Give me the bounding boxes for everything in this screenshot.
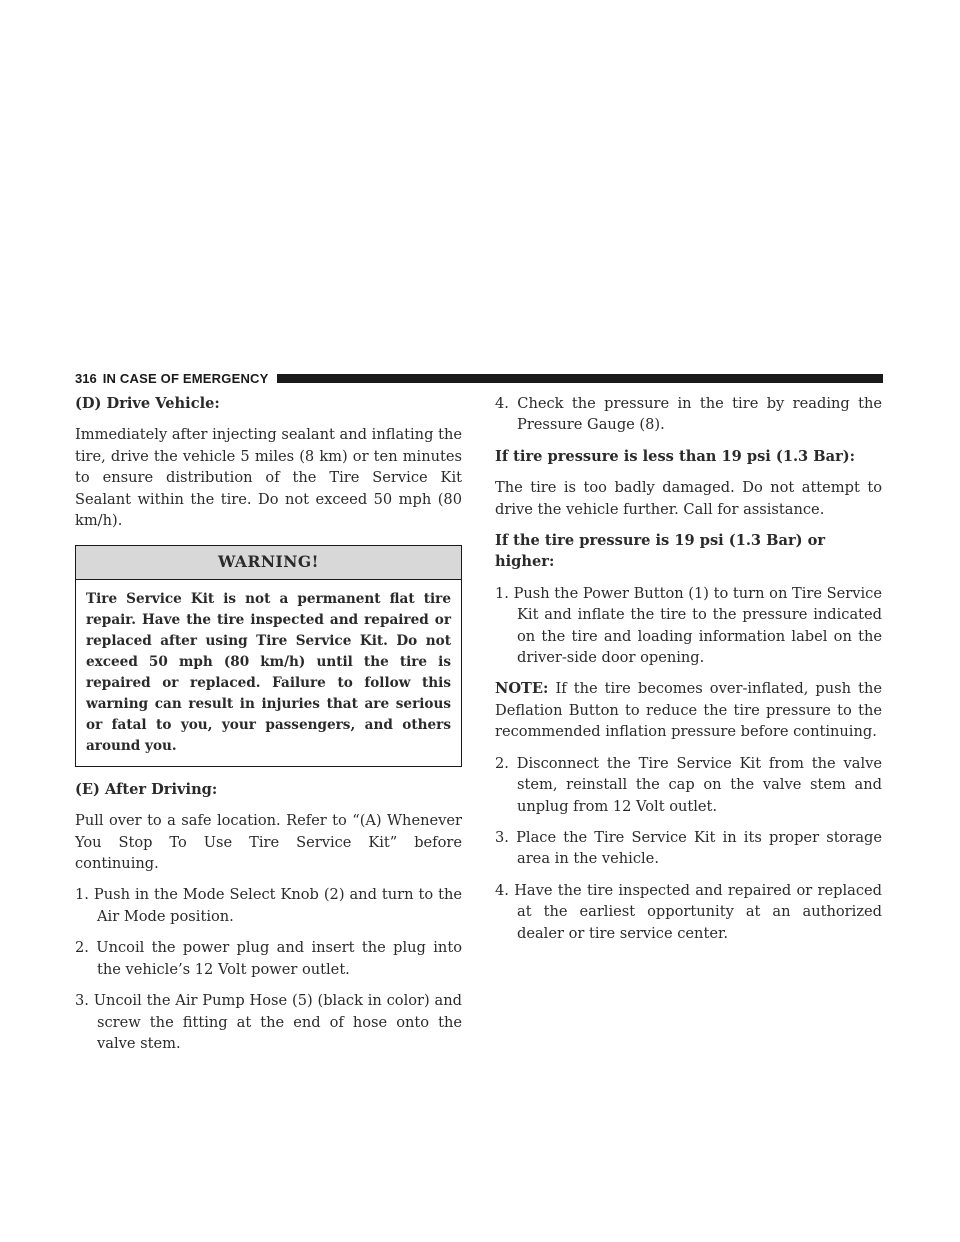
note-label: NOTE: — [495, 680, 549, 698]
note — [495, 678, 882, 742]
step-item: 4. Check the pressure in the tire by reading the Pressure Gauge (8). — [495, 395, 882, 434]
right-column — [495, 393, 882, 954]
step-item: 3. Place the Tire Service Kit in its proper storage area in the vehicle. — [495, 828, 882, 868]
paragraph-after-driving: Pull over to a safe location. Refer to “(A) Whenever You Stop To Use Tire Service Kit” before continuing. — [75, 812, 462, 873]
warning-title: WARNING! — [76, 546, 461, 579]
section-title: IN CASE OF EMERGENCY — [102, 370, 269, 386]
warning-text: Tire Service Kit is not a permanent flat tire repair. Have the tire inspected and repaired or replaced after using Tire Service Kit. Do not exceed 50 mph (80 km/h) until the tire is repaired or replaced. Failure to follow this warning can result in injuries that are serious or fatal to you, your passengers, and others around you. — [86, 590, 451, 754]
step-item: 2. Disconnect the Tire Service Kit from the valve stem, reinstall the cap on the valve stem and unplug from 12 Volt outlet. — [495, 754, 882, 815]
page-header — [75, 370, 883, 386]
paragraph-pressure-low: The tire is too badly damaged. Do not attempt to drive the vehicle further. Call for assistance. — [495, 479, 882, 518]
step-item: 3. Uncoil the Air Pump Hose (5) (black in color) and screw the fitting at the end of hose onto the valve stem. — [75, 992, 462, 1052]
header-rule — [277, 374, 884, 383]
step-item: 1. Push the Power Button (1) to turn on Tire Service Kit and inflate the tire to the pressure indicated on the tire and loading information label on the driver-side door opening. — [495, 584, 882, 667]
step-item: 4. Have the tire inspected and repaired or replaced at the earliest opportunity at an authorized dealer or tire service center. — [495, 881, 882, 942]
warning-box — [75, 545, 462, 766]
heading-pressure-low: If tire pressure is less than 19 psi (1.3 Bar): — [495, 447, 856, 465]
note-text: If the tire becomes over-inflated, push the Deflation Button to reduce the tire pressure to the recommended inflation pressure before continuing. — [495, 680, 882, 741]
heading-pressure-ok: If the tire pressure is 19 psi (1.3 Bar) or higher: — [495, 532, 826, 571]
step-item: 2. Uncoil the power plug and insert the plug into the vehicle’s 12 Volt power outlet. — [75, 939, 462, 978]
paragraph-drive-vehicle: Immediately after injecting sealant and inflating the tire, drive the vehicle 5 miles (8 km) or ten minutes to ensure distribution of the Tire Service Kit Sealant within the tire. Do not exceed 50 mph (80 km/h). — [75, 426, 462, 530]
step-item: 1. Push in the Mode Select Knob (2) and turn to the Air Mode position. — [75, 886, 462, 925]
heading-drive-vehicle: (D) Drive Vehicle: — [75, 395, 220, 412]
page-number: 316 — [75, 370, 97, 386]
left-column — [75, 393, 462, 1064]
heading-after-driving: (E) After Driving: — [75, 780, 218, 798]
